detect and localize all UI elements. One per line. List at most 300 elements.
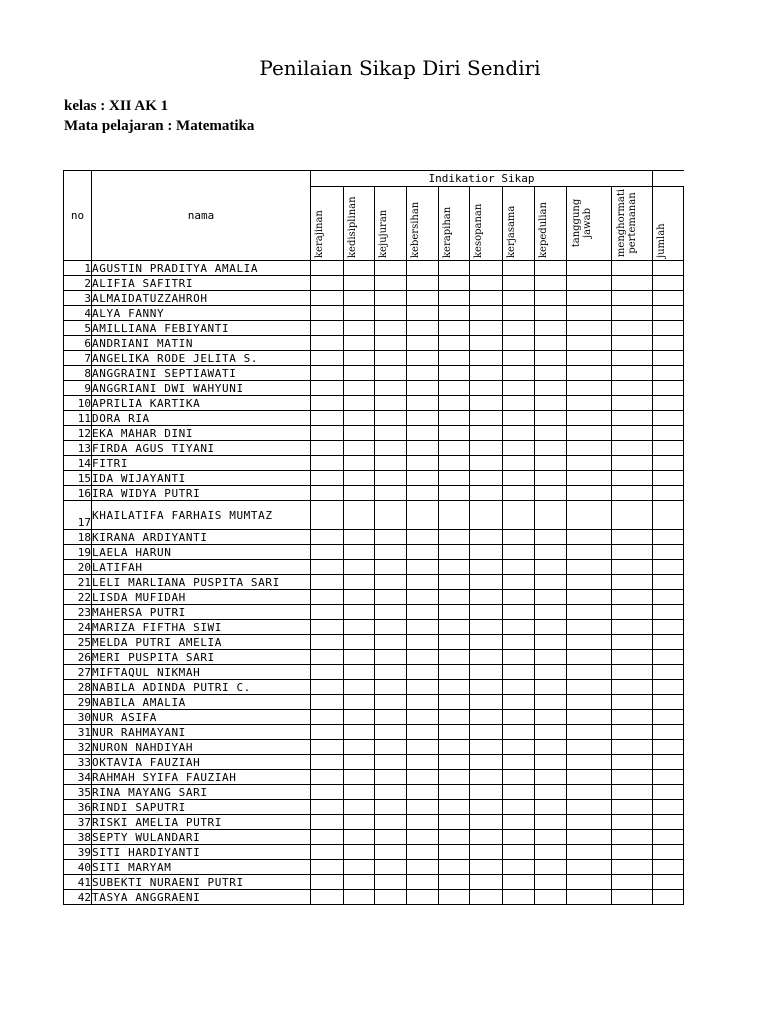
score-cell[interactable] bbox=[375, 261, 407, 276]
score-cell[interactable] bbox=[535, 530, 567, 545]
score-cell[interactable] bbox=[653, 471, 684, 486]
score-cell[interactable] bbox=[470, 336, 503, 351]
score-cell[interactable] bbox=[407, 725, 439, 740]
score-cell[interactable] bbox=[503, 545, 535, 560]
score-cell[interactable] bbox=[653, 530, 684, 545]
score-cell[interactable] bbox=[439, 635, 470, 650]
score-cell[interactable] bbox=[470, 351, 503, 366]
score-cell[interactable] bbox=[311, 740, 344, 755]
score-cell[interactable] bbox=[439, 755, 470, 770]
score-cell[interactable] bbox=[439, 411, 470, 426]
score-cell[interactable] bbox=[535, 276, 567, 291]
score-cell[interactable] bbox=[503, 575, 535, 590]
score-cell[interactable] bbox=[439, 545, 470, 560]
score-cell[interactable] bbox=[470, 755, 503, 770]
score-cell[interactable] bbox=[535, 545, 567, 560]
score-cell[interactable] bbox=[407, 635, 439, 650]
score-cell[interactable] bbox=[567, 411, 612, 426]
score-cell[interactable] bbox=[653, 815, 684, 830]
score-cell[interactable] bbox=[503, 351, 535, 366]
score-cell[interactable] bbox=[612, 336, 653, 351]
score-cell[interactable] bbox=[344, 575, 375, 590]
score-cell[interactable] bbox=[470, 650, 503, 665]
score-cell[interactable] bbox=[344, 665, 375, 680]
score-cell[interactable] bbox=[407, 381, 439, 396]
score-cell[interactable] bbox=[503, 530, 535, 545]
score-cell[interactable] bbox=[503, 770, 535, 785]
score-cell[interactable] bbox=[535, 396, 567, 411]
score-cell[interactable] bbox=[535, 695, 567, 710]
score-cell[interactable] bbox=[567, 426, 612, 441]
score-cell[interactable] bbox=[407, 351, 439, 366]
score-cell[interactable] bbox=[407, 860, 439, 875]
score-cell[interactable] bbox=[612, 560, 653, 575]
score-cell[interactable] bbox=[567, 695, 612, 710]
score-cell[interactable] bbox=[344, 875, 375, 890]
score-cell[interactable] bbox=[612, 770, 653, 785]
score-cell[interactable] bbox=[375, 725, 407, 740]
score-cell[interactable] bbox=[567, 575, 612, 590]
score-cell[interactable] bbox=[311, 276, 344, 291]
score-cell[interactable] bbox=[567, 351, 612, 366]
score-cell[interactable] bbox=[567, 545, 612, 560]
score-cell[interactable] bbox=[653, 501, 684, 530]
score-cell[interactable] bbox=[470, 830, 503, 845]
score-cell[interactable] bbox=[311, 770, 344, 785]
score-cell[interactable] bbox=[407, 545, 439, 560]
score-cell[interactable] bbox=[567, 530, 612, 545]
score-cell[interactable] bbox=[535, 560, 567, 575]
score-cell[interactable] bbox=[535, 770, 567, 785]
score-cell[interactable] bbox=[535, 845, 567, 860]
score-cell[interactable] bbox=[612, 695, 653, 710]
score-cell[interactable] bbox=[407, 650, 439, 665]
score-cell[interactable] bbox=[375, 381, 407, 396]
score-cell[interactable] bbox=[567, 560, 612, 575]
score-cell[interactable] bbox=[375, 306, 407, 321]
score-cell[interactable] bbox=[375, 560, 407, 575]
score-cell[interactable] bbox=[503, 366, 535, 381]
score-cell[interactable] bbox=[535, 261, 567, 276]
score-cell[interactable] bbox=[439, 471, 470, 486]
score-cell[interactable] bbox=[653, 740, 684, 755]
score-cell[interactable] bbox=[567, 336, 612, 351]
score-cell[interactable] bbox=[503, 860, 535, 875]
score-cell[interactable] bbox=[567, 845, 612, 860]
score-cell[interactable] bbox=[375, 411, 407, 426]
score-cell[interactable] bbox=[503, 396, 535, 411]
score-cell[interactable] bbox=[653, 665, 684, 680]
score-cell[interactable] bbox=[439, 351, 470, 366]
score-cell[interactable] bbox=[344, 351, 375, 366]
score-cell[interactable] bbox=[311, 306, 344, 321]
score-cell[interactable] bbox=[503, 411, 535, 426]
score-cell[interactable] bbox=[503, 321, 535, 336]
score-cell[interactable] bbox=[612, 815, 653, 830]
score-cell[interactable] bbox=[439, 381, 470, 396]
score-cell[interactable] bbox=[653, 710, 684, 725]
score-cell[interactable] bbox=[653, 785, 684, 800]
score-cell[interactable] bbox=[612, 620, 653, 635]
score-cell[interactable] bbox=[344, 680, 375, 695]
score-cell[interactable] bbox=[344, 740, 375, 755]
score-cell[interactable] bbox=[470, 501, 503, 530]
score-cell[interactable] bbox=[344, 830, 375, 845]
score-cell[interactable] bbox=[653, 426, 684, 441]
score-cell[interactable] bbox=[612, 740, 653, 755]
score-cell[interactable] bbox=[503, 725, 535, 740]
score-cell[interactable] bbox=[470, 605, 503, 620]
score-cell[interactable] bbox=[503, 381, 535, 396]
score-cell[interactable] bbox=[344, 800, 375, 815]
score-cell[interactable] bbox=[344, 396, 375, 411]
score-cell[interactable] bbox=[503, 635, 535, 650]
score-cell[interactable] bbox=[567, 650, 612, 665]
score-cell[interactable] bbox=[653, 486, 684, 501]
score-cell[interactable] bbox=[407, 665, 439, 680]
score-cell[interactable] bbox=[407, 276, 439, 291]
score-cell[interactable] bbox=[535, 471, 567, 486]
score-cell[interactable] bbox=[407, 486, 439, 501]
score-cell[interactable] bbox=[653, 396, 684, 411]
score-cell[interactable] bbox=[653, 650, 684, 665]
score-cell[interactable] bbox=[407, 411, 439, 426]
score-cell[interactable] bbox=[567, 306, 612, 321]
score-cell[interactable] bbox=[535, 680, 567, 695]
score-cell[interactable] bbox=[470, 486, 503, 501]
score-cell[interactable] bbox=[344, 650, 375, 665]
score-cell[interactable] bbox=[439, 695, 470, 710]
score-cell[interactable] bbox=[567, 471, 612, 486]
score-cell[interactable] bbox=[612, 456, 653, 471]
score-cell[interactable] bbox=[503, 605, 535, 620]
score-cell[interactable] bbox=[535, 456, 567, 471]
score-cell[interactable] bbox=[407, 321, 439, 336]
score-cell[interactable] bbox=[407, 710, 439, 725]
score-cell[interactable] bbox=[567, 875, 612, 890]
score-cell[interactable] bbox=[503, 785, 535, 800]
score-cell[interactable] bbox=[344, 725, 375, 740]
score-cell[interactable] bbox=[470, 456, 503, 471]
score-cell[interactable] bbox=[311, 501, 344, 530]
score-cell[interactable] bbox=[375, 321, 407, 336]
score-cell[interactable] bbox=[407, 785, 439, 800]
score-cell[interactable] bbox=[311, 860, 344, 875]
score-cell[interactable] bbox=[439, 291, 470, 306]
score-cell[interactable] bbox=[439, 441, 470, 456]
score-cell[interactable] bbox=[503, 471, 535, 486]
score-cell[interactable] bbox=[653, 800, 684, 815]
score-cell[interactable] bbox=[653, 755, 684, 770]
score-cell[interactable] bbox=[470, 695, 503, 710]
score-cell[interactable] bbox=[344, 605, 375, 620]
score-cell[interactable] bbox=[535, 321, 567, 336]
score-cell[interactable] bbox=[503, 291, 535, 306]
score-cell[interactable] bbox=[344, 366, 375, 381]
score-cell[interactable] bbox=[653, 560, 684, 575]
score-cell[interactable] bbox=[375, 845, 407, 860]
score-cell[interactable] bbox=[407, 755, 439, 770]
score-cell[interactable] bbox=[535, 785, 567, 800]
score-cell[interactable] bbox=[311, 411, 344, 426]
score-cell[interactable] bbox=[653, 695, 684, 710]
score-cell[interactable] bbox=[311, 575, 344, 590]
score-cell[interactable] bbox=[375, 665, 407, 680]
score-cell[interactable] bbox=[375, 710, 407, 725]
score-cell[interactable] bbox=[653, 351, 684, 366]
score-cell[interactable] bbox=[470, 740, 503, 755]
score-cell[interactable] bbox=[653, 575, 684, 590]
score-cell[interactable] bbox=[439, 276, 470, 291]
score-cell[interactable] bbox=[407, 620, 439, 635]
score-cell[interactable] bbox=[470, 530, 503, 545]
score-cell[interactable] bbox=[653, 605, 684, 620]
score-cell[interactable] bbox=[311, 336, 344, 351]
score-cell[interactable] bbox=[503, 560, 535, 575]
score-cell[interactable] bbox=[612, 426, 653, 441]
score-cell[interactable] bbox=[344, 306, 375, 321]
score-cell[interactable] bbox=[567, 441, 612, 456]
score-cell[interactable] bbox=[470, 381, 503, 396]
score-cell[interactable] bbox=[612, 605, 653, 620]
score-cell[interactable] bbox=[612, 665, 653, 680]
score-cell[interactable] bbox=[535, 366, 567, 381]
score-cell[interactable] bbox=[535, 815, 567, 830]
score-cell[interactable] bbox=[375, 456, 407, 471]
score-cell[interactable] bbox=[439, 665, 470, 680]
score-cell[interactable] bbox=[535, 605, 567, 620]
score-cell[interactable] bbox=[407, 875, 439, 890]
score-cell[interactable] bbox=[470, 366, 503, 381]
score-cell[interactable] bbox=[311, 890, 344, 905]
score-cell[interactable] bbox=[311, 381, 344, 396]
score-cell[interactable] bbox=[535, 800, 567, 815]
score-cell[interactable] bbox=[470, 545, 503, 560]
score-cell[interactable] bbox=[375, 351, 407, 366]
score-cell[interactable] bbox=[470, 815, 503, 830]
score-cell[interactable] bbox=[612, 575, 653, 590]
score-cell[interactable] bbox=[311, 471, 344, 486]
score-cell[interactable] bbox=[470, 471, 503, 486]
score-cell[interactable] bbox=[535, 890, 567, 905]
score-cell[interactable] bbox=[503, 755, 535, 770]
score-cell[interactable] bbox=[470, 396, 503, 411]
score-cell[interactable] bbox=[311, 366, 344, 381]
score-cell[interactable] bbox=[612, 755, 653, 770]
score-cell[interactable] bbox=[407, 471, 439, 486]
score-cell[interactable] bbox=[612, 830, 653, 845]
score-cell[interactable] bbox=[439, 815, 470, 830]
score-cell[interactable] bbox=[344, 321, 375, 336]
score-cell[interactable] bbox=[653, 545, 684, 560]
score-cell[interactable] bbox=[470, 261, 503, 276]
score-cell[interactable] bbox=[311, 486, 344, 501]
score-cell[interactable] bbox=[375, 800, 407, 815]
score-cell[interactable] bbox=[535, 590, 567, 605]
score-cell[interactable] bbox=[612, 785, 653, 800]
score-cell[interactable] bbox=[503, 665, 535, 680]
score-cell[interactable] bbox=[612, 501, 653, 530]
score-cell[interactable] bbox=[535, 351, 567, 366]
score-cell[interactable] bbox=[311, 725, 344, 740]
score-cell[interactable] bbox=[503, 695, 535, 710]
score-cell[interactable] bbox=[439, 530, 470, 545]
score-cell[interactable] bbox=[439, 680, 470, 695]
score-cell[interactable] bbox=[470, 426, 503, 441]
score-cell[interactable] bbox=[470, 725, 503, 740]
score-cell[interactable] bbox=[439, 560, 470, 575]
score-cell[interactable] bbox=[567, 860, 612, 875]
score-cell[interactable] bbox=[375, 890, 407, 905]
score-cell[interactable] bbox=[470, 785, 503, 800]
score-cell[interactable] bbox=[612, 680, 653, 695]
score-cell[interactable] bbox=[535, 486, 567, 501]
score-cell[interactable] bbox=[470, 620, 503, 635]
score-cell[interactable] bbox=[470, 890, 503, 905]
score-cell[interactable] bbox=[653, 770, 684, 785]
score-cell[interactable] bbox=[612, 545, 653, 560]
score-cell[interactable] bbox=[344, 755, 375, 770]
score-cell[interactable] bbox=[439, 306, 470, 321]
score-cell[interactable] bbox=[311, 620, 344, 635]
score-cell[interactable] bbox=[375, 680, 407, 695]
score-cell[interactable] bbox=[567, 605, 612, 620]
score-cell[interactable] bbox=[612, 530, 653, 545]
score-cell[interactable] bbox=[535, 755, 567, 770]
score-cell[interactable] bbox=[612, 396, 653, 411]
score-cell[interactable] bbox=[653, 875, 684, 890]
score-cell[interactable] bbox=[470, 845, 503, 860]
score-cell[interactable] bbox=[567, 486, 612, 501]
score-cell[interactable] bbox=[311, 680, 344, 695]
score-cell[interactable] bbox=[375, 441, 407, 456]
score-cell[interactable] bbox=[503, 426, 535, 441]
score-cell[interactable] bbox=[344, 486, 375, 501]
score-cell[interactable] bbox=[653, 336, 684, 351]
score-cell[interactable] bbox=[470, 321, 503, 336]
score-cell[interactable] bbox=[612, 845, 653, 860]
score-cell[interactable] bbox=[344, 411, 375, 426]
score-cell[interactable] bbox=[535, 635, 567, 650]
score-cell[interactable] bbox=[612, 411, 653, 426]
score-cell[interactable] bbox=[439, 605, 470, 620]
score-cell[interactable] bbox=[535, 710, 567, 725]
score-cell[interactable] bbox=[612, 800, 653, 815]
score-cell[interactable] bbox=[439, 800, 470, 815]
score-cell[interactable] bbox=[612, 441, 653, 456]
score-cell[interactable] bbox=[344, 381, 375, 396]
score-cell[interactable] bbox=[344, 471, 375, 486]
score-cell[interactable] bbox=[344, 441, 375, 456]
score-cell[interactable] bbox=[375, 590, 407, 605]
score-cell[interactable] bbox=[344, 590, 375, 605]
score-cell[interactable] bbox=[439, 456, 470, 471]
score-cell[interactable] bbox=[311, 755, 344, 770]
score-cell[interactable] bbox=[375, 336, 407, 351]
score-cell[interactable] bbox=[612, 486, 653, 501]
score-cell[interactable] bbox=[439, 770, 470, 785]
score-cell[interactable] bbox=[311, 560, 344, 575]
score-cell[interactable] bbox=[470, 770, 503, 785]
score-cell[interactable] bbox=[567, 830, 612, 845]
score-cell[interactable] bbox=[503, 815, 535, 830]
score-cell[interactable] bbox=[535, 875, 567, 890]
score-cell[interactable] bbox=[439, 830, 470, 845]
score-cell[interactable] bbox=[567, 291, 612, 306]
score-cell[interactable] bbox=[612, 261, 653, 276]
score-cell[interactable] bbox=[311, 530, 344, 545]
score-cell[interactable] bbox=[375, 650, 407, 665]
score-cell[interactable] bbox=[344, 456, 375, 471]
score-cell[interactable] bbox=[311, 321, 344, 336]
score-cell[interactable] bbox=[375, 605, 407, 620]
score-cell[interactable] bbox=[407, 456, 439, 471]
score-cell[interactable] bbox=[470, 411, 503, 426]
score-cell[interactable] bbox=[344, 336, 375, 351]
score-cell[interactable] bbox=[344, 426, 375, 441]
score-cell[interactable] bbox=[470, 680, 503, 695]
score-cell[interactable] bbox=[535, 336, 567, 351]
score-cell[interactable] bbox=[344, 710, 375, 725]
score-cell[interactable] bbox=[439, 336, 470, 351]
score-cell[interactable] bbox=[653, 291, 684, 306]
score-cell[interactable] bbox=[344, 291, 375, 306]
score-cell[interactable] bbox=[653, 366, 684, 381]
score-cell[interactable] bbox=[344, 560, 375, 575]
score-cell[interactable] bbox=[503, 486, 535, 501]
score-cell[interactable] bbox=[612, 306, 653, 321]
score-cell[interactable] bbox=[567, 590, 612, 605]
score-cell[interactable] bbox=[567, 381, 612, 396]
score-cell[interactable] bbox=[503, 261, 535, 276]
score-cell[interactable] bbox=[567, 800, 612, 815]
score-cell[interactable] bbox=[375, 501, 407, 530]
score-cell[interactable] bbox=[375, 575, 407, 590]
score-cell[interactable] bbox=[407, 695, 439, 710]
score-cell[interactable] bbox=[503, 845, 535, 860]
score-cell[interactable] bbox=[344, 815, 375, 830]
score-cell[interactable] bbox=[503, 740, 535, 755]
score-cell[interactable] bbox=[344, 845, 375, 860]
score-cell[interactable] bbox=[311, 351, 344, 366]
score-cell[interactable] bbox=[567, 725, 612, 740]
score-cell[interactable] bbox=[470, 860, 503, 875]
score-cell[interactable] bbox=[407, 740, 439, 755]
score-cell[interactable] bbox=[375, 740, 407, 755]
score-cell[interactable] bbox=[407, 291, 439, 306]
score-cell[interactable] bbox=[311, 635, 344, 650]
score-cell[interactable] bbox=[407, 306, 439, 321]
score-cell[interactable] bbox=[503, 620, 535, 635]
score-cell[interactable] bbox=[407, 441, 439, 456]
score-cell[interactable] bbox=[375, 291, 407, 306]
score-cell[interactable] bbox=[311, 695, 344, 710]
score-cell[interactable] bbox=[567, 665, 612, 680]
score-cell[interactable] bbox=[503, 680, 535, 695]
score-cell[interactable] bbox=[375, 276, 407, 291]
score-cell[interactable] bbox=[311, 785, 344, 800]
score-cell[interactable] bbox=[344, 890, 375, 905]
score-cell[interactable] bbox=[439, 890, 470, 905]
score-cell[interactable] bbox=[407, 501, 439, 530]
score-cell[interactable] bbox=[535, 306, 567, 321]
score-cell[interactable] bbox=[407, 830, 439, 845]
score-cell[interactable] bbox=[311, 605, 344, 620]
score-cell[interactable] bbox=[311, 665, 344, 680]
score-cell[interactable] bbox=[407, 261, 439, 276]
score-cell[interactable] bbox=[567, 755, 612, 770]
score-cell[interactable] bbox=[567, 396, 612, 411]
